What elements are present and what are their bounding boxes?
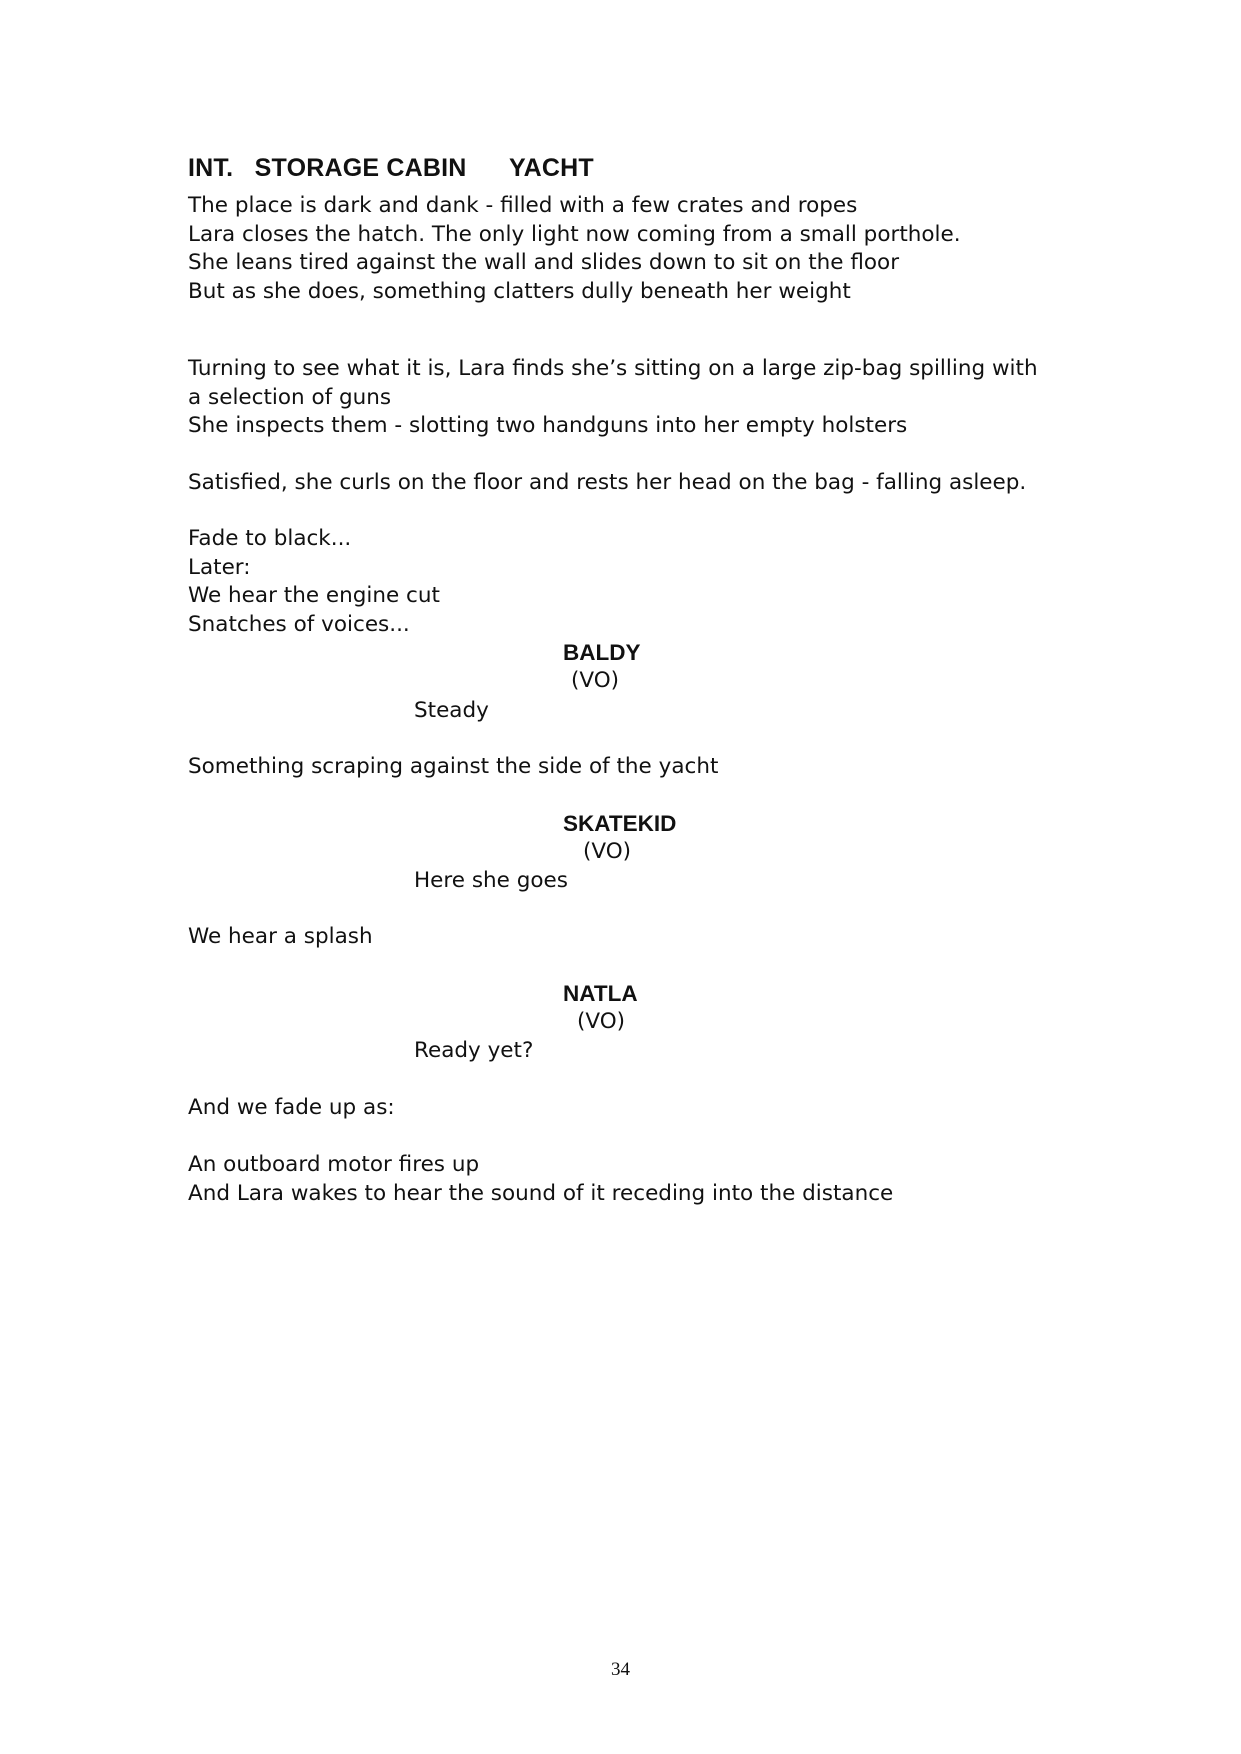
action-line: Snatches of voices... <box>188 611 410 637</box>
action-line: We hear a splash <box>188 924 373 949</box>
action-line: And Lara wakes to hear the sound of it receding into the distance <box>188 1180 894 1206</box>
parenthetical: (VO) <box>577 1009 626 1034</box>
action-line: Lara closes the hatch. The only light now coming from a small porthole. <box>188 221 961 247</box>
action-block <box>188 192 1088 306</box>
parenthetical: (VO) <box>583 839 632 864</box>
action-block <box>188 355 1088 441</box>
action-line: Fade to black... <box>188 526 352 551</box>
character-cue: SKATEKID <box>563 811 677 836</box>
character-cue: BALDY <box>563 640 641 665</box>
action-line: And we fade up as: <box>188 1095 395 1120</box>
action-line: She inspects them - slotting two handguns into her empty holsters <box>188 413 908 438</box>
action-line: The place is dark and dank - filled with a few crates and ropes <box>188 193 858 218</box>
action-line: Satisfied, she curls on the floor and rests her head on the bag - falling asleep. <box>188 470 1027 495</box>
action-line: Something scraping against the side of the yacht <box>188 754 719 779</box>
action-block <box>188 469 1088 498</box>
action-line: Later: <box>188 554 251 580</box>
action-block <box>188 525 1088 639</box>
action-line: a selection of guns <box>188 384 392 410</box>
parenthetical: (VO) <box>571 668 620 693</box>
scene-heading: INT. STORAGE CABIN YACHT <box>188 154 594 182</box>
page-number: 34 <box>611 1659 630 1680</box>
dialogue-line: Here she goes <box>414 868 568 893</box>
dialogue-line: Steady <box>414 698 489 723</box>
action-line: She leans tired against the wall and slides down to sit on the floor <box>188 250 900 275</box>
action-block <box>188 1151 1088 1208</box>
action-line: Turning to see what it is, Lara finds she’s sitting on a large zip-bag spilling with <box>188 356 1038 381</box>
character-cue: NATLA <box>563 981 638 1006</box>
action-line: But as she does, something clatters dully beneath her weight <box>188 278 851 304</box>
action-line: We hear the engine cut <box>188 583 440 608</box>
action-line: An outboard motor fires up <box>188 1152 480 1177</box>
dialogue-line: Ready yet? <box>414 1038 534 1063</box>
